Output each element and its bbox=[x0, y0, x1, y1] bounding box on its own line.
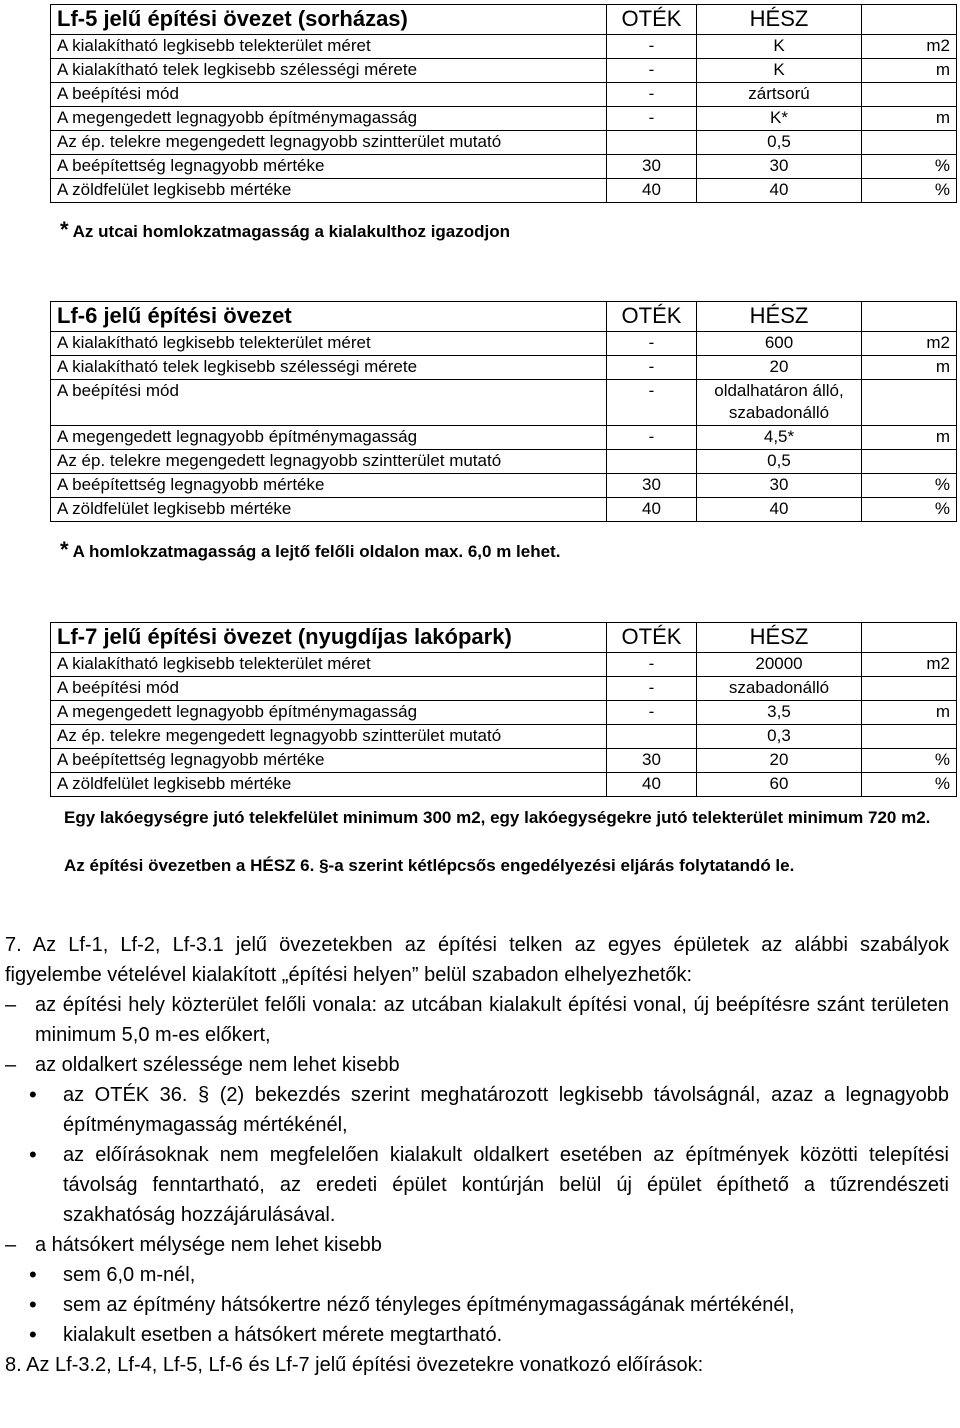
dash-marker: – bbox=[5, 1234, 17, 1256]
row-label: A beépítettség legnagyobb mértéke bbox=[51, 749, 607, 773]
hesz-value: 4,5* bbox=[697, 426, 862, 450]
unit-value bbox=[862, 83, 957, 107]
otek-value: 30 bbox=[607, 474, 697, 498]
row-label: A beépítési mód bbox=[51, 83, 607, 107]
bullet-list-item bbox=[5, 1260, 949, 1290]
row-label: A zöldfelület legkisebb mértéke bbox=[51, 773, 607, 797]
unit-value: m bbox=[862, 701, 957, 725]
table-row bbox=[51, 332, 957, 356]
table-row bbox=[51, 653, 957, 677]
row-label: A megengedett legnagyobb építménymagasság bbox=[51, 701, 607, 725]
column-header-otek: OTÉK bbox=[607, 623, 697, 653]
unit-value: % bbox=[862, 155, 957, 179]
table-row bbox=[51, 131, 957, 155]
row-label: A beépítési mód bbox=[51, 380, 607, 426]
otek-value: - bbox=[607, 107, 697, 131]
hesz-value: 0,3 bbox=[697, 725, 862, 749]
table-row bbox=[51, 701, 957, 725]
zone-table-lf5 bbox=[50, 4, 957, 203]
table-footnote bbox=[60, 538, 560, 563]
otek-value: - bbox=[607, 677, 697, 701]
footnote-text: A homlokzatmagasság a lejtő felőli oldalon max. 6,0 m lehet. bbox=[72, 542, 561, 561]
hesz-value: K* bbox=[697, 107, 862, 131]
otek-value: - bbox=[607, 356, 697, 380]
table-note: Egy lakóegységre jutó telekfelület minimum 300 m2, egy lakóegységekre jutó telekterület minimum 720 m2. bbox=[64, 808, 931, 827]
row-label: A zöldfelület legkisebb mértéke bbox=[51, 179, 607, 203]
unit-value bbox=[862, 677, 957, 701]
unit-value: % bbox=[862, 749, 957, 773]
otek-value bbox=[607, 131, 697, 155]
table-title: Lf-5 jelű építési övezet (sorházas) bbox=[51, 5, 607, 35]
otek-value: - bbox=[607, 35, 697, 59]
otek-value: - bbox=[607, 83, 697, 107]
table-note: Az építési övezetben a HÉSZ 6. §-a szerint kétlépcsős engedélyezési eljárás folytatandó le. bbox=[64, 856, 795, 875]
otek-value: 40 bbox=[607, 498, 697, 522]
hesz-value: 20 bbox=[697, 749, 862, 773]
column-header-hesz: HÉSZ bbox=[697, 5, 862, 35]
otek-value: - bbox=[607, 59, 697, 83]
hesz-value: 40 bbox=[697, 498, 862, 522]
row-label: A beépítettség legnagyobb mértéke bbox=[51, 155, 607, 179]
footnote-star: * bbox=[60, 537, 69, 562]
bullet-list-item bbox=[5, 1320, 949, 1350]
hesz-value: szabadonálló bbox=[697, 677, 862, 701]
dash-marker: – bbox=[5, 994, 17, 1016]
unit-value: % bbox=[862, 498, 957, 522]
unit-value: % bbox=[862, 773, 957, 797]
table-title: Lf-6 jelű építési övezet bbox=[51, 302, 607, 332]
table-header-row bbox=[51, 623, 957, 653]
bullet-list-item bbox=[5, 1080, 949, 1140]
table-header-row bbox=[51, 5, 957, 35]
bullet-item-text: kialakult esetben a hátsókert mérete megtartható. bbox=[63, 1324, 503, 1346]
table-row bbox=[51, 426, 957, 450]
table-title: Lf-7 jelű építési övezet (nyugdíjas lakópark) bbox=[51, 623, 607, 653]
unit-value bbox=[862, 450, 957, 474]
column-header-unit bbox=[862, 302, 957, 332]
otek-value: - bbox=[607, 426, 697, 450]
section-7-intro: 7. Az Lf-1, Lf-2, Lf-3.1 jelű övezetekben az építési telken az egyes épületek az alábbi szabályok figyelembe vételével kialakított „építési helyen” belül szabadon elhelyezhetők: bbox=[5, 934, 949, 986]
bullet-item-text: az előírásoknak nem megfelelően kialakult oldalkert esetében az építmények közötti telepítési távolság fenntartható, az eredeti épület kontúrján belül új épület építhető a tűzrendészeti szakhatóság hozzájárulásával. bbox=[63, 1144, 949, 1226]
dash-marker: – bbox=[5, 1054, 17, 1076]
row-label: A kialakítható telek legkisebb szélességi mérete bbox=[51, 356, 607, 380]
otek-value: 30 bbox=[607, 155, 697, 179]
dash-list-item bbox=[5, 1050, 949, 1080]
zone-table-lf7 bbox=[50, 622, 957, 797]
unit-value: m bbox=[862, 107, 957, 131]
row-label: Az ép. telekre megengedett legnagyobb szintterület mutató bbox=[51, 131, 607, 155]
hesz-value: K bbox=[697, 35, 862, 59]
otek-value: 30 bbox=[607, 749, 697, 773]
row-label: A megengedett legnagyobb építménymagasság bbox=[51, 107, 607, 131]
row-label: A beépítési mód bbox=[51, 677, 607, 701]
bullet-marker: • bbox=[29, 1262, 37, 1287]
otek-value: 40 bbox=[607, 179, 697, 203]
column-header-unit bbox=[862, 5, 957, 35]
table-row bbox=[51, 59, 957, 83]
unit-value bbox=[862, 380, 957, 426]
table-row bbox=[51, 498, 957, 522]
bullet-marker: • bbox=[29, 1142, 37, 1167]
dash-list-item bbox=[5, 990, 949, 1050]
hesz-value: 0,5 bbox=[697, 131, 862, 155]
row-label: A megengedett legnagyobb építménymagasság bbox=[51, 426, 607, 450]
column-header-otek: OTÉK bbox=[607, 302, 697, 332]
dash-item-text: a hátsókert mélysége nem lehet kisebb bbox=[35, 1234, 382, 1256]
hesz-value: 30 bbox=[697, 474, 862, 498]
unit-value: m2 bbox=[862, 653, 957, 677]
hesz-value: 40 bbox=[697, 179, 862, 203]
hesz-value: 60 bbox=[697, 773, 862, 797]
hesz-value: oldalhatáron álló, szabadonálló bbox=[697, 380, 862, 426]
bullet-item-text: az OTÉK 36. § (2) bekezdés szerint meghatározott legkisebb távolságnál, azaz a legnagyobb építménymagasság mértékénél, bbox=[63, 1084, 949, 1136]
row-label: A kialakítható telek legkisebb szélességi mérete bbox=[51, 59, 607, 83]
hesz-value: 0,5 bbox=[697, 450, 862, 474]
table-row bbox=[51, 474, 957, 498]
dash-item-text: az építési hely közterület felőli vonala: az utcában kialakult építési vonal, új beépítésre szánt területen minimum 5,0 m-es előkert, bbox=[35, 994, 949, 1046]
dash-item-text: az oldalkert szélessége nem lehet kisebb bbox=[35, 1054, 400, 1076]
table-row bbox=[51, 356, 957, 380]
table-row bbox=[51, 725, 957, 749]
row-label: A kialakítható legkisebb telekterület méret bbox=[51, 332, 607, 356]
hesz-value: 600 bbox=[697, 332, 862, 356]
bullet-marker: • bbox=[29, 1082, 37, 1107]
unit-value: % bbox=[862, 179, 957, 203]
otek-value: - bbox=[607, 380, 697, 426]
table-row bbox=[51, 380, 957, 426]
bullet-marker: • bbox=[29, 1322, 37, 1347]
row-label: A beépítettség legnagyobb mértéke bbox=[51, 474, 607, 498]
footnote-star: * bbox=[60, 217, 69, 242]
column-header-hesz: HÉSZ bbox=[697, 623, 862, 653]
table-row bbox=[51, 107, 957, 131]
table-row bbox=[51, 773, 957, 797]
column-header-unit bbox=[862, 623, 957, 653]
unit-value bbox=[862, 131, 957, 155]
unit-value: % bbox=[862, 474, 957, 498]
unit-value bbox=[862, 725, 957, 749]
zone-table-lf6 bbox=[50, 301, 957, 522]
unit-value: m bbox=[862, 356, 957, 380]
footnote-text: Az utcai homlokzatmagasság a kialakulthoz igazodjon bbox=[72, 222, 511, 241]
row-label: A kialakítható legkisebb telekterület méret bbox=[51, 653, 607, 677]
row-label: A zöldfelület legkisebb mértéke bbox=[51, 498, 607, 522]
table-footnote bbox=[60, 218, 510, 243]
hesz-value: K bbox=[697, 59, 862, 83]
unit-value: m2 bbox=[862, 332, 957, 356]
hesz-value: 3,5 bbox=[697, 701, 862, 725]
otek-value: - bbox=[607, 332, 697, 356]
unit-value: m2 bbox=[862, 35, 957, 59]
dash-list-item bbox=[5, 1230, 949, 1260]
unit-value: m bbox=[862, 426, 957, 450]
row-label: A kialakítható legkisebb telekterület méret bbox=[51, 35, 607, 59]
unit-value: m bbox=[862, 59, 957, 83]
column-header-otek: OTÉK bbox=[607, 5, 697, 35]
bullet-list-item bbox=[5, 1290, 949, 1320]
hesz-value: 20000 bbox=[697, 653, 862, 677]
column-header-hesz: HÉSZ bbox=[697, 302, 862, 332]
section-7 bbox=[5, 930, 949, 1380]
bullet-item-text: sem az építmény hátsókertre néző tényleges építménymagasságának mértékénél, bbox=[63, 1294, 795, 1316]
hesz-value: 20 bbox=[697, 356, 862, 380]
bullet-list-item bbox=[5, 1140, 949, 1230]
table-row bbox=[51, 179, 957, 203]
table-row bbox=[51, 749, 957, 773]
otek-value bbox=[607, 450, 697, 474]
table-header-row bbox=[51, 302, 957, 332]
table-row bbox=[51, 35, 957, 59]
table-row bbox=[51, 155, 957, 179]
row-label: Az ép. telekre megengedett legnagyobb szintterület mutató bbox=[51, 725, 607, 749]
section-8-heading: 8. Az Lf-3.2, Lf-4, Lf-5, Lf-6 és Lf-7 jelű építési övezetekre vonatkozó előírások: bbox=[5, 1354, 704, 1376]
otek-value: - bbox=[607, 701, 697, 725]
table-row bbox=[51, 450, 957, 474]
table-row bbox=[51, 83, 957, 107]
hesz-value: zártsorú bbox=[697, 83, 862, 107]
bullet-marker: • bbox=[29, 1292, 37, 1317]
bullet-item-text: sem 6,0 m-nél, bbox=[63, 1264, 196, 1286]
otek-value: 40 bbox=[607, 773, 697, 797]
row-label: Az ép. telekre megengedett legnagyobb szintterület mutató bbox=[51, 450, 607, 474]
otek-value: - bbox=[607, 653, 697, 677]
otek-value bbox=[607, 725, 697, 749]
hesz-value: 30 bbox=[697, 155, 862, 179]
table-row bbox=[51, 677, 957, 701]
